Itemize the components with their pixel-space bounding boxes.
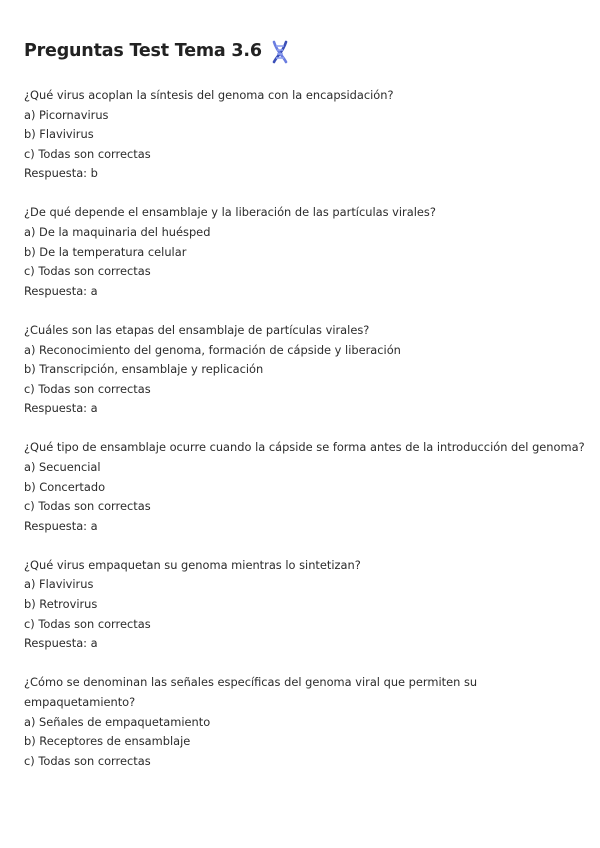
option-a: a) Flavivirus [24, 577, 94, 592]
question-block [24, 203, 586, 301]
question-block [24, 556, 586, 654]
option-a: a) Secuencial [24, 460, 101, 474]
option-c: c) Todas son correctas [24, 381, 151, 396]
option-a: a) De la maquinaria del huésped [24, 225, 211, 240]
title-row [24, 38, 586, 64]
option-c: c) Todas son correctas [24, 753, 151, 768]
option-c: c) Todas son correctas [24, 616, 151, 631]
question-text: ¿Qué tipo de ensamblaje ocurre cuando la cápside se forma antes de la introducción del genoma? [24, 440, 585, 455]
answer-text: Respuesta: a [24, 636, 98, 651]
option-b: b) Retrovirus [24, 597, 98, 612]
question-block [24, 321, 586, 419]
option-b: b) Receptores de ensamblaje [24, 734, 191, 749]
option-a: a) Picornavirus [24, 107, 109, 122]
question-text: ¿Qué virus empaquetan su genoma mientras lo sintetizan? [24, 557, 361, 572]
question-block [24, 673, 586, 771]
question-block [24, 438, 586, 536]
answer-text: Respuesta: a [24, 283, 98, 298]
option-a: a) Reconocimiento del genoma, formación de cápside y liberación [24, 342, 401, 357]
question-text: ¿Qué virus acoplan la síntesis del genoma con la encapsidación? [24, 88, 394, 102]
option-b: b) Flavivirus [24, 127, 94, 142]
question-text: ¿Cuáles son las etapas del ensamblaje de partículas virales? [24, 322, 370, 337]
option-a: a) Señales de empaquetamiento [24, 714, 211, 729]
answer-text: Respuesta: a [24, 401, 98, 416]
page-title: Preguntas Test Tema 3.6 [24, 41, 262, 61]
question-text: ¿Cómo se denominan las señales específicas del genoma viral que permiten su empaquetamiento? [24, 675, 478, 709]
dna-icon [269, 40, 291, 64]
option-b: b) Transcripción, ensamblaje y replicación [24, 362, 264, 377]
document-page [24, 38, 586, 791]
question-block [24, 86, 586, 184]
option-b: b) De la temperatura celular [24, 244, 187, 259]
option-c: c) Todas son correctas [24, 499, 151, 514]
answer-text: Respuesta: b [24, 166, 98, 181]
option-c: c) Todas son correctas [24, 146, 151, 161]
option-c: c) Todas son correctas [24, 264, 151, 279]
question-text: ¿De qué depende el ensamblaje y la liberación de las partículas virales? [24, 205, 436, 220]
option-b: b) Concertado [24, 479, 106, 494]
answer-text: Respuesta: a [24, 518, 98, 533]
